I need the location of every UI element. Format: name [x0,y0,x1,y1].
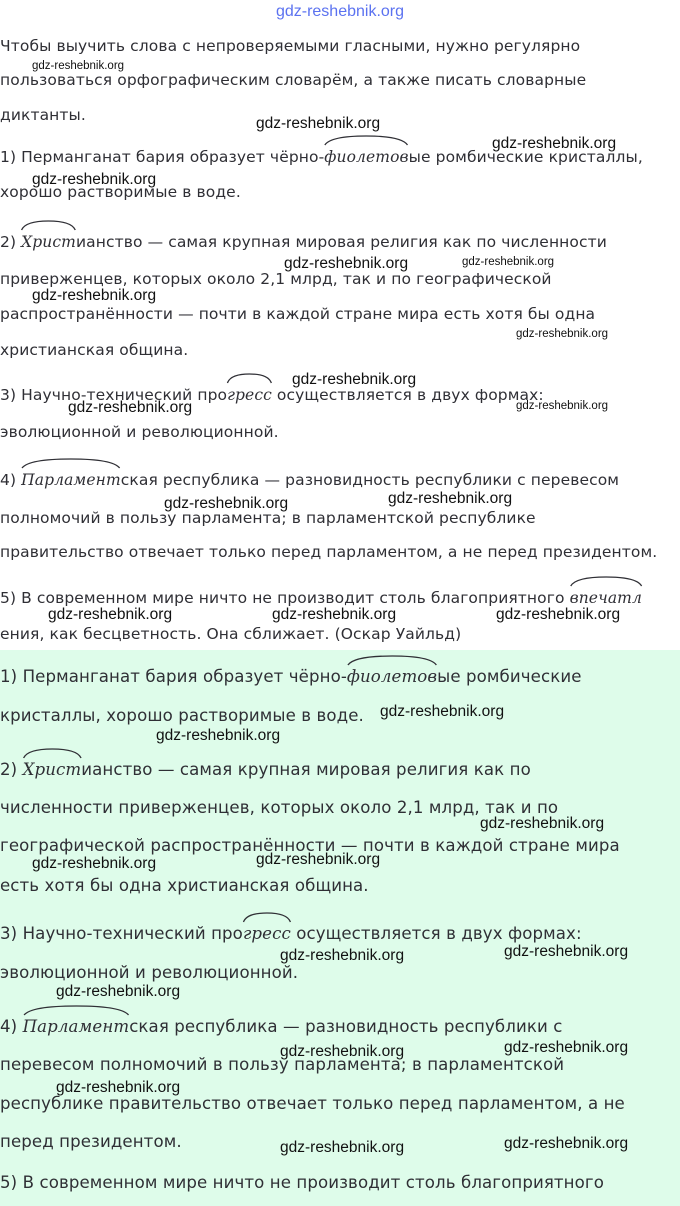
word-root: фиолетов [324,146,408,168]
site-header [0,0,680,24]
answer-item-5 [0,1172,604,1194]
item-suffix: ые ромбические [437,667,582,686]
item-number: 5) [0,589,17,607]
item-prefix: Перманганат бария образует чёрно- [21,148,325,166]
watermark: gdz-reshebnik.org [480,815,605,832]
answer-section [0,650,680,1206]
item-line: географической распространённости — почти в каждой стране мира [0,836,620,855]
item-number: 5) [0,1173,18,1192]
item-suffix: осуществляется в двух формах: [271,386,544,404]
root-arc-icon [23,1005,130,1016]
watermark: gdz-reshebnik.org [504,943,629,960]
item-suffix: ианство — самая крупная мировая религия как по численности [75,233,607,251]
watermark: gdz-reshebnik.org [280,1139,405,1156]
item-number: 3) [0,386,17,404]
word-root: Парламент [23,1016,130,1038]
word-root: гресс [243,923,291,945]
item-number: 1) [0,148,17,166]
root-arc-icon [21,220,76,231]
watermark: gdz-reshebnik.org [164,495,289,512]
watermark: gdz-reshebnik.org [516,328,609,340]
root-arc-icon [21,458,121,469]
item-line: кристаллы, хорошо растворимые в воде. [0,706,364,725]
item-number: 2) [0,760,18,779]
answer-item-1 [0,666,582,688]
item-line: христианская община. [0,341,189,359]
item-prefix: Научно-технический про [21,386,228,404]
site-header-link[interactable]: gdz-reshebnik.org [275,3,405,20]
item-suffix: ианство — самая крупная мировая религия как по [81,760,531,779]
question-item-2 [0,231,607,253]
watermark: gdz-reshebnik.org [492,135,617,152]
item-line: республике правительство отвечает только перед парламентом, а не [0,1094,625,1113]
watermark: gdz-reshebnik.org [380,703,505,720]
item-line: полномочий в пользу парламента; в парламентской республике [0,509,536,527]
intro-line: диктанты. [0,106,86,124]
item-suffix: ые ромбические кристаллы, [408,148,643,166]
word-root: Христ [21,231,76,253]
answer-item-4 [0,1016,562,1038]
item-line: ения, как бесцветность. Она сближает. (Оскар Уайльд) [0,625,462,643]
watermark: gdz-reshebnik.org [272,606,397,623]
item-line: эволюционной и революционной. [0,963,299,982]
watermark: gdz-reshebnik.org [284,255,409,272]
item-line: перед президентом. [0,1132,182,1151]
answer-item-3 [0,923,582,945]
item-prefix: Научно-технический про [22,924,243,943]
item-suffix: ская республика — разновидность республики с [129,1017,563,1036]
intro-line: пользоваться орфографическим словарём, а также писать словарные [0,71,587,89]
watermark: gdz-reshebnik.org [48,606,173,623]
item-line: правительство отвечает только перед парламентом, а не перед президентом. [0,543,658,561]
watermark: gdz-reshebnik.org [68,399,193,416]
watermark: gdz-reshebnik.org [280,1043,405,1060]
word-root: гресс [227,384,272,406]
root-arc-icon [570,576,642,587]
watermark: gdz-reshebnik.org [32,60,125,72]
word-root: фиолетов [347,666,437,688]
item-line: численности приверженцев, которых около 2,1 млрд, так и по [0,798,559,817]
watermark: gdz-reshebnik.org [504,1135,629,1152]
item-line: есть хотя бы одна христианская община. [0,876,369,895]
watermark: gdz-reshebnik.org [56,983,181,1000]
item-prefix: Перманганат бария образует чёрно- [22,667,347,686]
watermark: gdz-reshebnik.org [388,490,513,507]
item-line: хорошо растворимые в воде. [0,183,241,201]
item-number: 4) [0,1017,18,1036]
watermark: gdz-reshebnik.org [516,400,609,412]
root-arc-icon [227,373,272,384]
watermark: gdz-reshebnik.org [462,256,555,268]
item-suffix: ская республика — разновидность республики с перевесом [120,471,620,489]
root-arc-icon [23,748,82,759]
watermark: gdz-reshebnik.org [256,851,381,868]
item-prefix: В современном мире ничто не производит столь благоприятного [22,1173,604,1192]
item-number: 4) [0,471,17,489]
item-line: приверженцев, которых около 2,1 млрд, так и по географической [0,270,552,288]
question-item-4 [0,469,619,491]
watermark: gdz-reshebnik.org [32,855,157,872]
item-line: эволюционной и революционной. [0,423,279,441]
watermark: gdz-reshebnik.org [156,727,281,744]
root-arc-icon [243,912,291,923]
watermark: gdz-reshebnik.org [280,947,405,964]
watermark: gdz-reshebnik.org [32,287,157,304]
item-number: 1) [0,667,18,686]
root-arc-icon [324,135,408,146]
watermark: gdz-reshebnik.org [292,371,417,388]
item-suffix: осуществляется в двух формах: [290,924,582,943]
word-root: впечатл [570,587,642,609]
watermark: gdz-reshebnik.org [32,171,157,188]
watermark: gdz-reshebnik.org [496,606,621,623]
watermark: gdz-reshebnik.org [256,115,381,132]
item-number: 3) [0,924,18,943]
item-line: распространённости — почти в каждой стране мира есть хотя бы одна [0,305,596,323]
word-root: Христ [23,759,82,781]
item-number: 2) [0,233,17,251]
intro-line: Чтобы выучить слова с непроверяемыми гласными, нужно регулярно [0,37,581,55]
watermark: gdz-reshebnik.org [56,1079,181,1096]
word-root: Парламент [21,469,121,491]
answer-item-2 [0,759,531,781]
item-prefix: В современном мире ничто не производит столь благоприятного [21,589,570,607]
item-line: перевесом полномочий в пользу парламента; в парламентской [0,1055,565,1074]
root-arc-icon [347,655,437,666]
watermark: gdz-reshebnik.org [504,1039,629,1056]
